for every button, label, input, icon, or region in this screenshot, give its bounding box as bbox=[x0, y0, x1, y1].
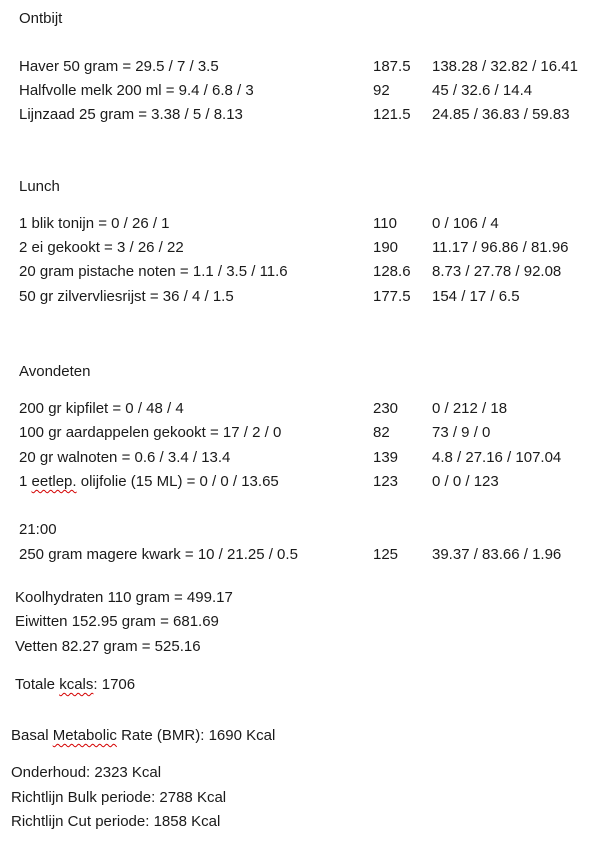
total-koolhydraten: Koolhydraten 110 gram = 499.17 bbox=[15, 589, 233, 606]
food-item: Haver 50 gram = 29.5 / 7 / 3.5 bbox=[19, 58, 219, 75]
food-breakdown: 39.37 / 83.66 / 1.96 bbox=[432, 546, 562, 563]
food-breakdown: 73 / 9 / 0 bbox=[432, 424, 491, 441]
food-kcal: 82 bbox=[373, 424, 390, 441]
food-kcal: 92 bbox=[373, 82, 390, 99]
food-kcal: 110 bbox=[373, 215, 397, 232]
food-breakdown: 8.73 / 27.78 / 92.08 bbox=[432, 263, 562, 280]
total-vetten: Vetten 82.27 gram = 525.16 bbox=[15, 638, 201, 655]
food-kcal: 187.5 bbox=[373, 58, 411, 75]
bmr-text: Basal bbox=[11, 727, 53, 744]
food-item bbox=[19, 473, 279, 491]
spellcheck-word: eetlep. bbox=[31, 473, 77, 490]
food-kcal: 123 bbox=[373, 473, 399, 490]
food-kcal: 139 bbox=[373, 449, 399, 466]
section-heading-lunch: Lunch bbox=[19, 178, 60, 195]
total-kcals-text: : 1706 bbox=[93, 676, 136, 693]
food-item: 250 gram magere kwark = 10 / 21.25 / 0.5 bbox=[19, 546, 298, 563]
total-kcals-text: Totale bbox=[15, 676, 60, 693]
food-kcal: 190 bbox=[373, 239, 399, 256]
spellcheck-word: Metabolic bbox=[52, 727, 117, 744]
food-item-text: olijfolie (15 ML) = 0 / 0 / 13.65 bbox=[76, 473, 279, 490]
food-item: 2 ei gekookt = 3 / 26 / 22 bbox=[19, 239, 184, 256]
guideline-bulk: Richtlijn Bulk periode: 2788 Kcal bbox=[11, 789, 227, 806]
spellcheck-word: kcals bbox=[59, 676, 94, 693]
food-item: Lijnzaad 25 gram = 3.38 / 5 / 8.13 bbox=[19, 106, 243, 123]
section-heading-avondeten: Avondeten bbox=[19, 363, 91, 380]
food-breakdown: 138.28 / 32.82 / 16.41 bbox=[432, 58, 578, 75]
food-breakdown: 0 / 106 / 4 bbox=[432, 215, 499, 232]
bmr-line bbox=[11, 727, 275, 745]
food-kcal: 128.6 bbox=[373, 263, 411, 280]
food-breakdown: 4.8 / 27.16 / 107.04 bbox=[432, 449, 562, 466]
guideline-cut: Richtlijn Cut periode: 1858 Kcal bbox=[11, 813, 221, 830]
guideline-onderhoud: Onderhoud: 2323 Kcal bbox=[11, 764, 162, 781]
food-item: Halfvolle melk 200 ml = 9.4 / 6.8 / 3 bbox=[19, 82, 254, 99]
food-breakdown: 154 / 17 / 6.5 bbox=[432, 288, 520, 305]
food-kcal: 125 bbox=[373, 546, 399, 563]
food-item: 1 blik tonijn = 0 / 26 / 1 bbox=[19, 215, 170, 232]
food-item: 200 gr kipfilet = 0 / 48 / 4 bbox=[19, 400, 184, 417]
food-breakdown: 24.85 / 36.83 / 59.83 bbox=[432, 106, 570, 123]
section-heading-ontbijt: Ontbijt bbox=[19, 10, 63, 27]
food-item: 20 gram pistache noten = 1.1 / 3.5 / 11.6 bbox=[19, 263, 288, 280]
section-heading-time: 21:00 bbox=[19, 521, 57, 538]
food-item: 50 gr zilvervliesrijst = 36 / 4 / 1.5 bbox=[19, 288, 234, 305]
food-kcal: 177.5 bbox=[373, 288, 411, 305]
food-kcal: 121.5 bbox=[373, 106, 411, 123]
food-breakdown: 0 / 212 / 18 bbox=[432, 400, 508, 417]
total-kcals bbox=[15, 676, 135, 694]
food-breakdown: 45 / 32.6 / 14.4 bbox=[432, 82, 533, 99]
food-kcal: 230 bbox=[373, 400, 399, 417]
food-item-text: 1 bbox=[19, 473, 32, 490]
total-eiwitten: Eiwitten 152.95 gram = 681.69 bbox=[15, 613, 219, 630]
food-item: 100 gr aardappelen gekookt = 17 / 2 / 0 bbox=[19, 424, 282, 441]
food-breakdown: 11.17 / 96.86 / 81.96 bbox=[432, 239, 569, 256]
bmr-text: Rate (BMR): 1690 Kcal bbox=[116, 727, 276, 744]
food-item: 20 gr walnoten = 0.6 / 3.4 / 13.4 bbox=[19, 449, 231, 466]
food-breakdown: 0 / 0 / 123 bbox=[432, 473, 499, 490]
